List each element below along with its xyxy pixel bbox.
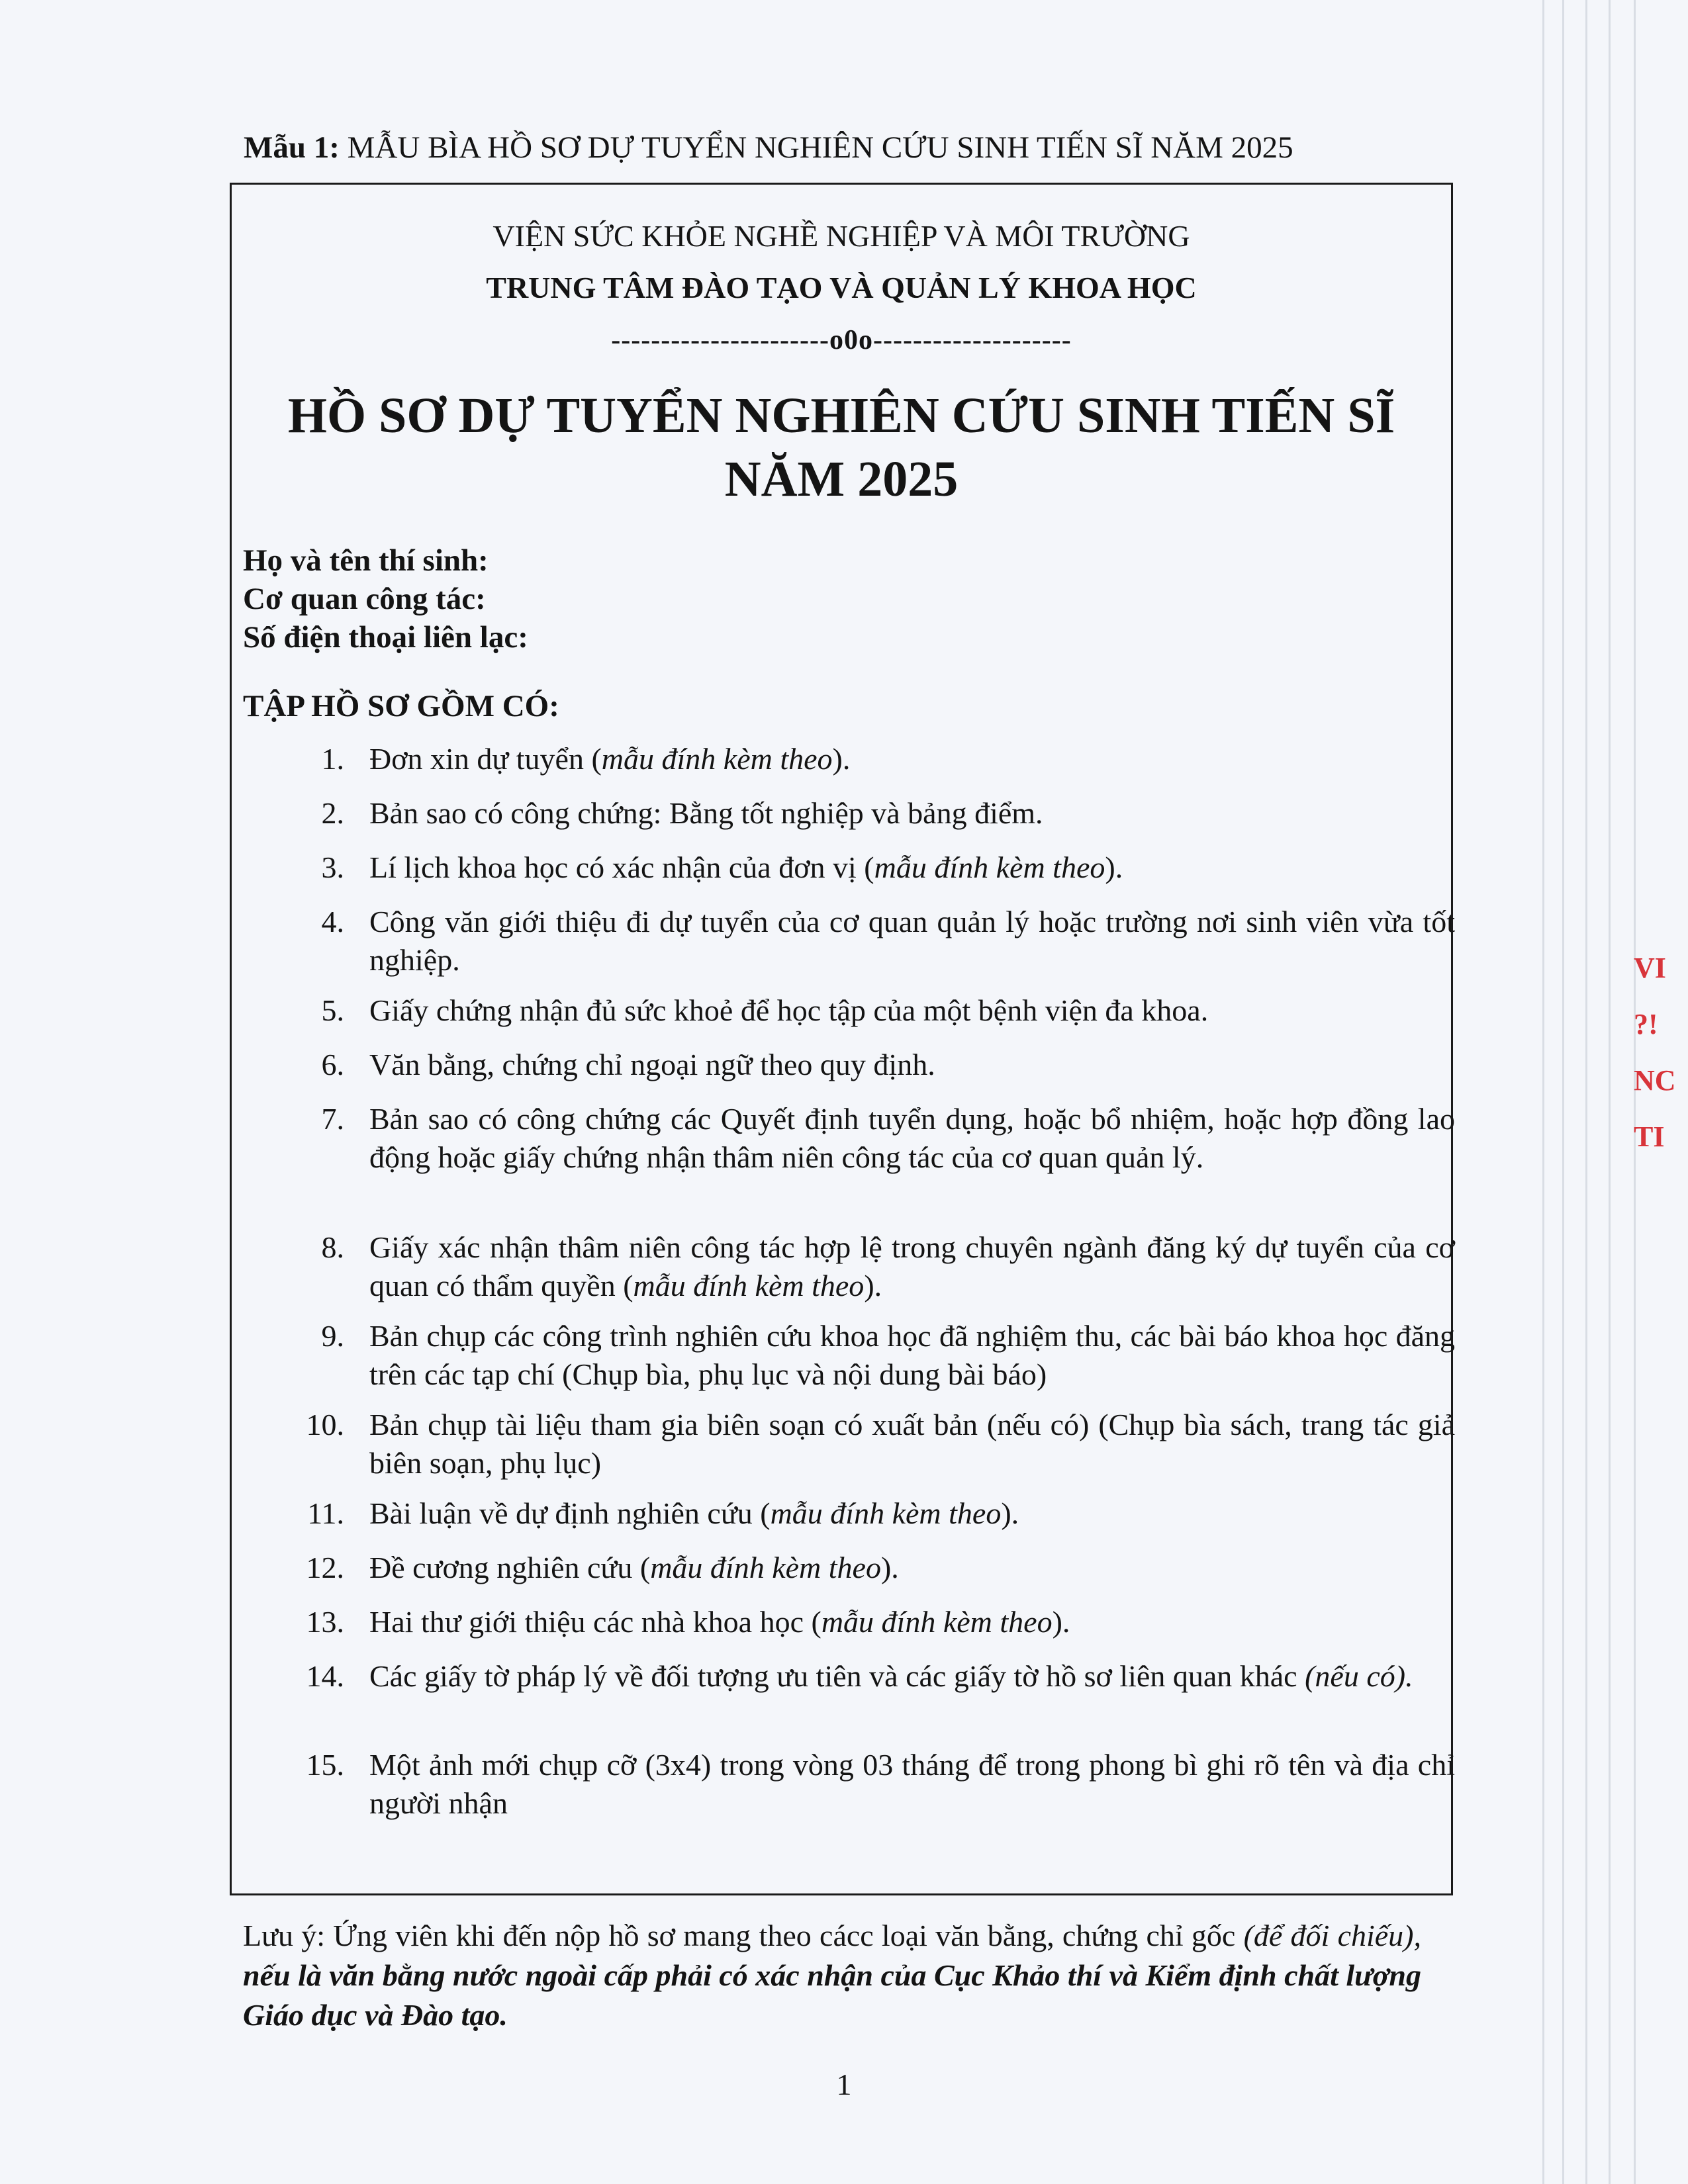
list-item-text [369, 794, 1455, 833]
form-title: MẪU BÌA HỒ SƠ DỰ TUYỂN NGHIÊN CỨU SINH TIẾN SĨ NĂM 2025 [339, 130, 1293, 165]
list-item-text [369, 1228, 1455, 1305]
note-bold-italic: nếu là văn bằng nước ngoài cấp phải có xác nhận của Cục Khảo thí và Kiểm định chất lượng Giáo dục và Đào tạo. [243, 1958, 1421, 2032]
list-item-number: 4. [321, 905, 344, 938]
section-title: TẬP HỒ SƠ GỒM CÓ: [243, 689, 559, 723]
list-item-number: 7. [321, 1102, 344, 1136]
list-item-body: Lí lịch khoa học có xác nhận của đơn vị ( [369, 850, 874, 884]
list-item-number: 1. [321, 742, 344, 776]
list-item-body: Đề cương nghiên cứu ( [369, 1551, 651, 1584]
list-item-suffix: ). [864, 1269, 882, 1302]
list-item-text [369, 1603, 1455, 1641]
paper-edge [1562, 0, 1564, 2184]
list-item-body: Bản sao có công chứng: Bằng tốt nghiệp và bảng điểm. [369, 796, 1043, 830]
list-item-body: Văn bằng, chứng chỉ ngoại ngữ theo quy định. [369, 1048, 935, 1081]
list-item-body: Hai thư giới thiệu các nhà khoa học ( [369, 1605, 821, 1639]
list-item-italic: mẫu đính kèm theo [601, 742, 833, 776]
field-phone: Số điện thoại liên lạc: [243, 620, 528, 655]
list-item-text [369, 1100, 1455, 1177]
list-item-italic: mẫu đính kèm theo [770, 1496, 1002, 1530]
list-item-number: 15. [306, 1748, 344, 1782]
applicant-fields [243, 541, 528, 657]
list-item-body: Đơn xin dự tuyển ( [369, 742, 602, 776]
list-item-italic: mẫu đính kèm theo [633, 1269, 865, 1302]
main-title-line-2: NĂM 2025 [724, 451, 959, 507]
list-item-number: 5. [321, 993, 344, 1027]
list-item-text [369, 991, 1455, 1030]
list-item-text [369, 1746, 1455, 1823]
list-item-italic: mẫu đính kèm theo [650, 1551, 881, 1584]
list-item-number: 14. [306, 1659, 344, 1693]
list-item-text [369, 903, 1455, 979]
note-italic: (để đối chiếu), [1243, 1919, 1421, 1952]
institute-name: VIỆN SỨC KHỎE NGHỀ NGHIỆP VÀ MÔI TRƯỜNG [492, 219, 1190, 253]
list-item-number: 8. [321, 1230, 344, 1264]
red-stamp-fragment: VI ?! NC TI [1634, 952, 1676, 1153]
main-title-line-1: HỒ SƠ DỰ TUYỂN NGHIÊN CỨU SINH TIẾN SĨ [287, 388, 1395, 443]
list-item-suffix: ). [880, 1551, 899, 1584]
list-item-number: 3. [321, 850, 344, 884]
list-item-italic: mẫu đính kèm theo [874, 850, 1105, 884]
paper-edge [1585, 0, 1587, 2184]
note-prefix: Lưu ý: Ứng viên khi đến nộp hồ sơ mang theo cácc loại văn bằng, chứng chỉ gốc [243, 1919, 1244, 1952]
list-item-body: Một ảnh mới chụp cỡ (3x4) trong vòng 03 tháng để trong phong bì ghi rõ tên và địa chỉ người nhận [369, 1748, 1455, 1820]
list-item-body: Bài luận về dự định nghiên cứu ( [369, 1496, 771, 1530]
field-workplace: Cơ quan công tác: [243, 582, 486, 616]
form-label: Mẫu 1: [244, 130, 340, 165]
list-item-body: Bản chụp tài liệu tham gia biên soạn có xuất bản (nếu có) (Chụp bìa sách, trang tác giả biên soạn, phụ lục) [369, 1408, 1455, 1480]
list-item-number: 6. [321, 1048, 344, 1081]
list-item-text [369, 1046, 1455, 1084]
list-item-text [369, 740, 1455, 778]
field-full-name: Họ và tên thí sinh: [243, 543, 489, 578]
paper-edge [1542, 0, 1544, 2184]
list-item-italic: mẫu đính kèm theo [821, 1605, 1053, 1639]
list-item-italic: (nếu có). [1305, 1659, 1413, 1693]
separator: ----------------------o0o-------------------- [611, 325, 1072, 355]
list-item-body: Công văn giới thiệu đi dự tuyển của cơ quan quản lý hoặc trường nơi sinh viên vừa tốt nghiệp. [369, 905, 1455, 977]
list-item-text [369, 848, 1455, 887]
list-item-body: Giấy chứng nhận đủ sức khoẻ để học tập của một bệnh viện đa khoa. [369, 993, 1209, 1027]
list-item-text [369, 1406, 1455, 1482]
list-item-number: 12. [306, 1551, 344, 1584]
list-item-body: Bản sao có công chứng các Quyết định tuyển dụng, hoặc bổ nhiệm, hoặc hợp đồng lao động hoặc giấy chứng nhận thâm niên công tác của cơ quan quản lý. [369, 1102, 1455, 1174]
list-item-number: 2. [321, 796, 344, 830]
list-item-body: Các giấy tờ pháp lý về đối tượng ưu tiên và các giấy tờ hồ sơ liên quan khác [369, 1659, 1305, 1693]
note [243, 1916, 1421, 2035]
main-title [230, 384, 1453, 511]
paper-edge [1609, 0, 1611, 2184]
list-item-number: 11. [307, 1496, 344, 1530]
list-item-text [369, 1317, 1455, 1394]
list-item-number: 10. [306, 1408, 344, 1441]
list-item-suffix: ). [1001, 1496, 1019, 1530]
list-item-suffix: ). [832, 742, 851, 776]
form-header [244, 130, 1488, 165]
list-item-text [369, 1494, 1455, 1533]
list-item-number: 13. [306, 1605, 344, 1639]
list-item-body: Giấy xác nhận thâm niên công tác hợp lệ trong chuyên ngành đăng ký dự tuyển của cơ quan có thẩm quyền ( [369, 1230, 1455, 1302]
list-item-text [369, 1657, 1455, 1696]
list-item-text [369, 1549, 1455, 1587]
list-item-body: Bản chụp các công trình nghiên cứu khoa học đã nghiệm thu, các bài báo khoa học đăng trên các tạp chí (Chụp bìa, phụ lục và nội dung bài báo) [369, 1319, 1455, 1391]
list-item-suffix: ). [1052, 1605, 1070, 1639]
list-item-number: 9. [321, 1319, 344, 1353]
list-item-suffix: ). [1105, 850, 1123, 884]
center-name: TRUNG TÂM ĐÀO TẠO VÀ QUẢN LÝ KHOA HỌC [486, 271, 1197, 304]
page-number: 1 [836, 2068, 852, 2101]
